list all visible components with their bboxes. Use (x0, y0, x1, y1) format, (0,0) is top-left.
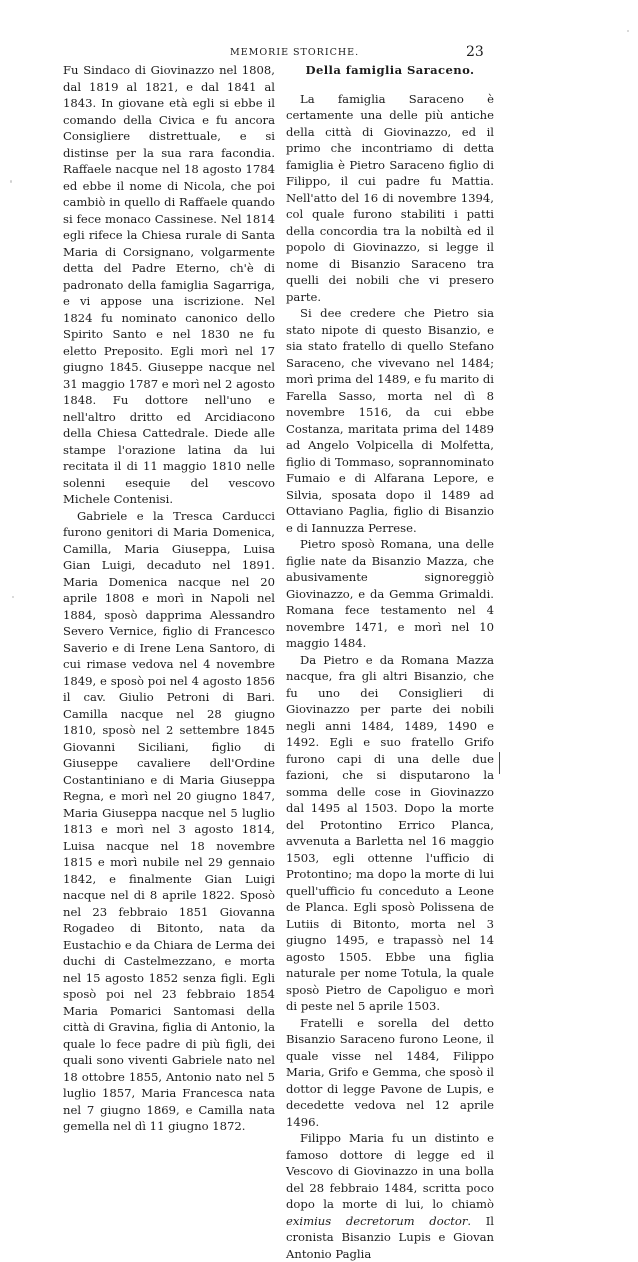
paragraph: Gabriele e la Tresca Carducci furono genitori di Maria Domenica, Camilla, Maria Giuseppa, Luisa Gian Luigi, decaduto nel 1891. Maria Domenica nacque nel 20 aprile 1808 e morì in Napoli nel 1884, sposò dapprima Alessandro Severo Vernice, figlio di Francesco Saverio e di Irene Lena Santoro, di cui rimase vedova nel 4 novembre 1849, e sposò poi nel 4 agosto 1856 il cav. Giulio Petroni di Bari. Camilla nacque nel 28 giugno 1810, sposò nel 2 settembre 1845 Giovanni Siciliani, figlio di Giuseppe cavaliere dell'Ordine Costantiniano e di Maria Giuseppa Regna, e morì nel 20 giugno 1847, Maria Giuseppa nacque nel 5 luglio 1813 e morì nel 3 agosto 1814, Luisa nacque nel 18 novembre 1815 e morì nubile nel 29 gennaio 1842, e finalmente Gian Luigi nacque nel di 8 aprile 1822. Sposò nel 23 febbraio 1851 Giovanna Rogadeo di Bitonto, nata da Eustachio e da Chiara de Lerma dei duchi di Castelmezzano, e morta nel 15 agosto 1852 senza figli. Egli sposò poi nel 23 febbraio 1854 Maria Pomarici Santomasi della città di Gravina, figlia di Antonio, la quale lo fece padre di più figli, dei quali sono viventi Gabriele nato nel 18 ottobre 1855, Antonio nato nel 5 luglio 1857, Maria Francesca nata nel 7 giugno 1869, e Camilla nata gemella nel dì 11 giugno 1872. (63, 508, 275, 1133)
paragraph: La famiglia Saraceno è certamente una delle più antiche della città di Giovinazzo, ed il primo che incontriamo di detta famiglia è Pietro Saraceno figlio di Filippo, il cui padre fu Mattia. Nell'atto del 16 di novembre 1394, col quale furono stabiliti i patti della concordia tra la nobiltà ed il popolo di Giovinazzo, si legge il nome di Bisanzio Saraceno tra quelli dei nobili che vi presero parte. (286, 91, 494, 304)
margin-rule (499, 752, 500, 774)
paragraph: Pietro sposò Romana, una delle figlie nate da Bisanzio Mazza, che abusivamente signoreggiò Giovinazzo, e da Gemma Grimaldi. Romana fece testamento nel 4 novembre 1471, e morì nel 10 maggio 1484. (286, 537, 494, 650)
right-text-column (286, 62, 494, 1262)
paragraph-text: . Il cronista Bisanzio Lupis e Giovan Antonio Paglia (286, 1213, 494, 1261)
paragraph: Fu Sindaco di Giovinazzo nel 1808, dal 1819 al 1821, e dal 1841 al 1843. In giovane età egli si ebbe il comando della Civica e fu ancora Consigliere distrettuale, e si distinse per la sua rara facondia. Raffaele nacque nel 18 agosto 1784 ed ebbe il nome di Nicola, che poi cambiò in quello di Raffaele quando si fece monaco Cassinese. Nel 1814 egli rifece la Chiesa rurale di Santa Maria di Corsignano, volgarmente detta del Padre Eterno, ch'è di padronato della famiglia Sagarriga, e vi appose una iscrizione. Nel 1824 fu nominato canonico dello Spirito Santo e nel 1830 ne fu eletto Preposito. Egli morì nel 17 giugno 1845. Giuseppe nacque nel 31 maggio 1787 e morì nel 2 agosto 1848. Fu dottore nell'uno e nell'altro dritto ed Arcidiacono della Chiesa Cattedrale. Diede alle stampe l'orazione latina da lui recitata il di 11 maggio 1810 nelle solenni esequie del vescovo Michele Contenisi. (63, 63, 275, 506)
paragraph-text: Filippo Maria fu un distinto e famoso dottore di legge ed il Vescovo di Giovinazzo in una bolla del 28 febbraio 1484, scritta poco dopo la morte di lui, lo chiamò (286, 1131, 494, 1211)
paper-speck (10, 180, 12, 183)
left-text-column (63, 62, 275, 1135)
running-title: MEMORIE STORICHE. (230, 47, 360, 58)
italic-phrase: eximius decretorum doctor (286, 1213, 468, 1228)
section-title: Della famiglia Saraceno. (305, 63, 475, 77)
paragraph: Si dee credere che Pietro sia stato nipote di questo Bisanzio, e sia stato fratello di quello Stefano Saraceno, che vivevano nel 1484; morì prima del 1489, e fu marito di Farella Sasso, morta nel dì 8 novembre 1516, da cui ebbe Costanza, maritata prima del 1489 ad Angelo Volpicella di Molfetta, figlio di Tommaso, soprannominato Fumaio e di Alfarana Lepore, e Silvia, sposata dopo il 1489 ad Ottaviano Paglia, figlio di Bisanzio e di Iannuzza Perrese. (286, 306, 494, 535)
paragraph (286, 1130, 494, 1262)
paragraph: Fratelli e sorella del detto Bisanzio Saraceno furono Leone, il quale visse nel 1484, Filippo Maria, Grifo e Gemma, che sposò il dottor di legge Pavone de Lupis, e decedette vedova nel 12 aprile 1496. (286, 1015, 494, 1129)
paper-speck (627, 30, 629, 32)
page-number: 23 (466, 44, 484, 60)
paper-speck (12, 596, 14, 598)
paragraph: Da Pietro e da Romana Mazza nacque, fra gli altri Bisanzio, che fu uno dei Consiglieri di Giovinazzo per parte dei nobili negli anni 1484, 1489, 1490 e 1492. Egli e suo fratello Grifo furono capi di una delle due fazioni, che si disputarono la somma delle cose in Giovinazzo dal 1495 al 1503. Dopo la morte del Protontino Errico Planca, avvenuta a Barletta nel 16 maggio 1503, egli ottenne l'ufficio di Protontino; ma dopo la morte di lui quell'ufficio fu conceduto a Leone de Planca. Egli sposò Polissena de Lutiis di Bitonto, morta nel 3 giugno 1495, e trapassò nel 14 agosto 1505. Ebbe una figlia naturale per nome Totula, la quale sposò Pietro de Capoliguo e morì di peste nel 5 aprile 1503. (286, 652, 494, 1013)
